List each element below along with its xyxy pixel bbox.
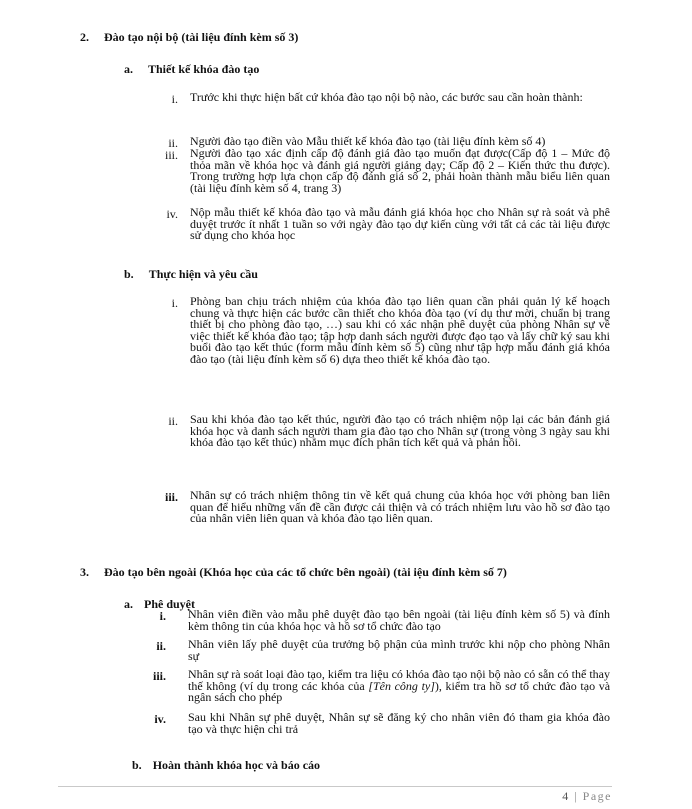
subsection-title: Thực hiện và yêu cầu — [148, 267, 258, 281]
text-run: Nhân sự rà soát loại đào tạo, kiểm tra liệu có khóa đào tạo nội bộ nào có sẵn có thể thay thế không (ví dụ trong các khóa của — [188, 667, 610, 693]
list-item-text: Nhân viên điền vào mẫu phê duyệt đào tạo bên ngoài (tài liệu đính kèm số 5) và đính kèm thông tin của khóa học và hồ sơ tổ chức đào tạo — [188, 607, 610, 633]
footer-divider — [58, 786, 612, 787]
list-number: ii. — [168, 136, 178, 150]
list-item-text: Nhân viên lấy phê duyệt của trưởng bộ phận của mình trước khi nộp cho phòng Nhân sự — [188, 637, 610, 663]
list-number: ii. — [156, 639, 166, 653]
subsection-label: b. — [132, 758, 142, 772]
list-number: iii. — [164, 490, 178, 504]
subsection-label: a. — [124, 597, 133, 611]
section-title: Đào tạo bên ngoài (Khóa học của các tổ chức bên ngoài) (tài iệu đính kèm số 7) — [104, 565, 507, 579]
list-item-text: Trước khi thực hiện bất cứ khóa đào tạo nội bộ nào, các bước sau cần hoàn thành: — [190, 90, 583, 104]
footer-separator: | — [574, 789, 577, 803]
list-number: i. — [171, 296, 178, 310]
subsection-title: Thiết kế khóa đào tạo — [148, 62, 260, 76]
text-run: ), kiểm tra hồ sơ tổ chức đào tạo và ngân sách cho phép — [188, 678, 611, 705]
section-title: Đào tạo nội bộ (tài liệu đính kèm số 3) — [104, 30, 299, 44]
subsection-3b-heading — [132, 758, 320, 773]
subsection-label: b. — [124, 267, 134, 281]
list-item-text: Sau khi Nhân sự phê duyệt, Nhân sự sẽ đăng ký cho nhân viên đó tham gia khóa đào tạo và thực hiện chi trả — [188, 710, 610, 736]
list-number: iii. — [152, 669, 166, 683]
list-item-text: Nộp mẫu thiết kế khóa đào tạo và mẫu đánh giá khóa học cho Nhân sự rà soát và phê duyệt trước ít nhất 1 tuần so với ngày đào tạo dự kiến cùng với tất cả các tài liệu được sử dụng cho khóa học — [190, 205, 610, 243]
list-number: iii. — [164, 148, 178, 162]
section-number: 2. — [80, 30, 89, 44]
subsection-2b-heading — [124, 267, 258, 282]
subsection-title: Phê duyệt — [144, 597, 195, 611]
subsection-label: a. — [124, 62, 133, 76]
list-item-text: Nhân sự có trách nhiệm thông tin về kết quả chung của khóa học với phòng ban liên quan để hiểu những vấn đề cần được cải thiện và có trách nhiệm lưu vào hồ sơ đào tạo của nhân viên liên quan và khóa đào tạo liên quan. — [190, 488, 610, 526]
page-number: 4 — [562, 789, 569, 803]
page-footer — [540, 789, 612, 804]
list-number: iv. — [154, 712, 166, 726]
list-number: ii. — [168, 414, 178, 428]
section-2-heading — [80, 30, 298, 45]
list-item-text: Người đào tạo điền vào Mẫu thiết kế khóa đào tạo (tài liệu đính kèm số 4) — [190, 134, 546, 148]
list-number: i. — [171, 92, 178, 106]
section-3-heading — [80, 565, 507, 580]
subsection-title: Hoàn thành khóa học và báo cáo — [152, 758, 321, 772]
page-word: Page — [582, 789, 612, 803]
company-name-placeholder: [Tên công ty] — [368, 678, 435, 693]
list-item-text: Phòng ban chịu trách nhiệm của khóa đào tạo liên quan cần phải quản lý kế hoạch chung và thực hiện các bước cần thiết cho khóa đòa tạo (ví dụ thư mời, chuẩn bị trang thiết bị cho phòng đào tạo, …) sau khi có xác nhận phê duyệt của phòng Nhân sự về việc thiết kế khóa đào tạo; tập hợp danh sách người được đạo tạo và lấy chữ ký sau khi buổi đào tạo kết thúc (form mẫu đính kèm số 5) cũng như tập hợp mẫu đánh giá khóa đào tạo (tài liệu đính kèm số 6) dựa theo thiết kế khóa đào tạo. — [190, 294, 610, 366]
list-number: i. — [159, 609, 166, 623]
list-item-text — [188, 669, 610, 704]
subsection-2a-heading — [124, 62, 259, 77]
list-item-text: Sau khi khóa đào tạo kết thúc, người đào tạo có trách nhiệm nộp lại các bản đánh giá khóa học và danh sách người tham gia đào tạo cho Nhân sự (trong vòng 3 ngày sau khi khóa đào tạo kết thúc) nhằm mục đích phân tích kết quả và phản hồi. — [190, 412, 610, 450]
section-number: 3. — [80, 565, 89, 579]
list-number: iv. — [166, 207, 178, 221]
list-item-text: Người đào tạo xác định cấp độ đánh giá đào tạo muốn đạt được(Cấp độ 1 – Mức độ thỏa mãn về khóa học và đánh giá người giảng dạy; Cấp độ 2 – Kiến thức thu được). Trong trường hợp lựa chọn cấp độ đánh giá số 2, phải hoàn thành mẫu biểu liên quan (tài liệu đính kèm số 4, trang 3) — [190, 146, 610, 195]
